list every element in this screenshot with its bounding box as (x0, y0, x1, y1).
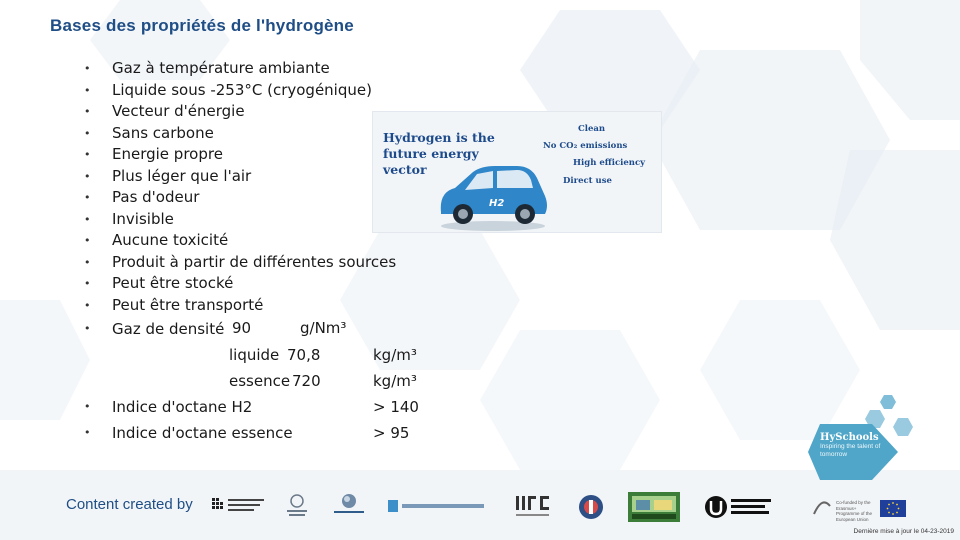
page-title: Bases des propriétés de l'hydrogène (50, 16, 354, 35)
octane-h2-value: > 140 (373, 398, 419, 416)
bullet-marker: • (84, 83, 91, 97)
ufc-logo (514, 492, 552, 524)
hydrogen-car-image (372, 111, 662, 233)
density-liquid-label: liquide (229, 346, 280, 364)
density-gas-unit: g/Nm³ (300, 319, 347, 337)
hero-tag: Clean (578, 124, 606, 134)
density-petrol-label: essence (229, 372, 291, 390)
hyschools-tagline: Inspiring the talent of tomorrow (820, 443, 881, 458)
bullet-marker: • (84, 426, 91, 439)
density-liquid-value: 70,8 (287, 346, 321, 364)
density-liquid-unit: kg/m³ (373, 346, 417, 364)
bullet-marker: • (84, 322, 91, 335)
regione-abruzzo-logo (388, 498, 488, 520)
bullet-marker: • (84, 298, 91, 312)
octane-h2-label: Indice d'octane H2 (112, 398, 253, 416)
eu-flag-icon (880, 500, 906, 521)
density-gas-value: 90 (232, 319, 252, 337)
car-icon (433, 162, 553, 232)
content-created-by-label: Content created by (66, 496, 193, 513)
hyschools-badge (820, 432, 890, 474)
emhm-logo (628, 492, 680, 526)
density-petrol-value: 720 (292, 372, 321, 390)
eu-cofunded-text: Co-funded by the Erasmus+ Programme of the European Union (836, 500, 873, 522)
bullet-marker: • (84, 234, 91, 247)
university-crest-logo (578, 494, 604, 524)
bullet-marker: • (84, 255, 91, 269)
octane-petrol-label: Indice d'octane essence (112, 424, 293, 442)
bullet-marker: • (84, 62, 91, 75)
bullet-marker: • (84, 400, 91, 413)
bullet-marker: • (84, 277, 91, 290)
bullet-marker: • (84, 105, 91, 118)
tecnofuturo-logo (330, 492, 368, 522)
erasmus-logo (812, 500, 832, 520)
polo-logo (284, 492, 310, 524)
hero-title: Hydrogen is the future energy vector (383, 130, 495, 177)
manchester-metropolitan-logo (212, 494, 268, 522)
universite-de-lorraine-logo (704, 494, 774, 524)
bullet-marker: • (84, 212, 91, 226)
car-badge: H2 (489, 198, 505, 209)
bullet-marker: • (84, 126, 91, 140)
hero-tag: Direct use (563, 176, 612, 186)
hero-tag: High efficiency (573, 158, 646, 168)
bullet-marker: • (84, 148, 91, 161)
octane-petrol-value: > 95 (373, 424, 410, 442)
bullet-marker: • (84, 169, 91, 183)
density-petrol-unit: kg/m³ (373, 372, 417, 390)
last-updated-text: Dernière mise à jour le 04-23-2019 (853, 528, 954, 535)
hero-tag: No CO₂ emissions (543, 141, 628, 151)
hyschools-name: HySchools (820, 432, 879, 443)
bullet-marker: • (84, 191, 91, 204)
